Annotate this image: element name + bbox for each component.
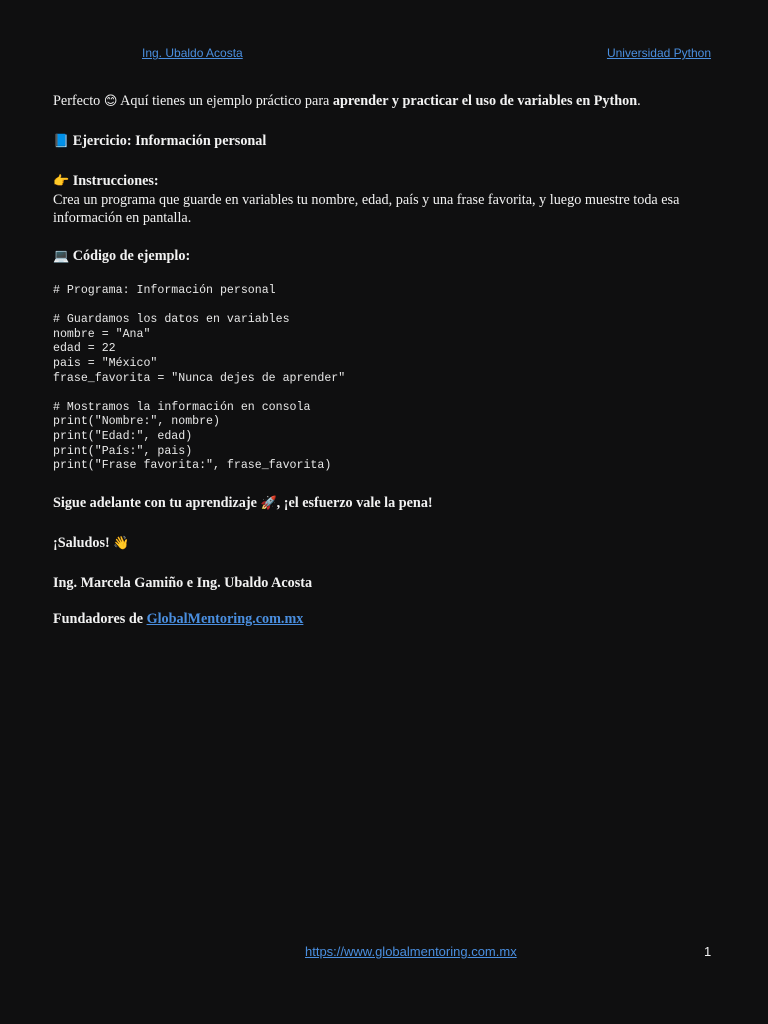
laptop-icon: 💻 [53,249,70,264]
globalmentoring-link[interactable]: GlobalMentoring.com.mx [146,610,304,627]
page-number: 1 [704,944,712,959]
exercise-heading [53,132,713,151]
rocket-icon: 🚀 [260,495,277,511]
closing-after: , ¡el esfuerzo vale la pena! [276,494,433,511]
instructions-title: Instrucciones: [72,173,159,189]
header-course-link[interactable]: Universidad Python [606,46,711,60]
greeting-line [53,534,713,553]
code-title: Código de ejemplo: [72,248,191,264]
closing-before: Sigue adelante con tu aprendizaje [53,494,261,511]
pointing-hand-icon: 👉 [53,174,70,189]
code-block: # Programa: Información personal # Guardamos los datos en variables nombre = "Ana" edad = 22 pais = "México" frase_favorita = "Nunca dejes de aprender" # Mostramos la información en consola print("Nombre:", nombre) print("Edad:", edad) print("País:", pais) print("Frase favorita:", frase_favorita) [53,284,346,473]
intro-prefix: Perfecto [53,93,104,109]
intro-suffix: . [637,93,641,109]
founders-prefix: Fundadores de [53,610,147,627]
header-author-link[interactable]: Ing. Ubaldo Acosta [142,46,243,60]
closing-line [53,494,713,513]
document-body [53,92,713,628]
exercise-title: Ejercicio: Información personal [72,133,267,149]
smile-icon: 😊 [103,94,118,109]
instructions-text: Crea un programa que guarde en variables tu nombre, edad, país y una frase favorita, y luego muestre toda esa información en pantalla. [53,192,680,226]
instructions-heading [53,172,713,191]
intro-paragraph [53,92,713,111]
code-heading [53,247,713,266]
footer-website-link[interactable]: https://www.globalmentoring.com.mx [305,944,517,959]
intro-middle: Aquí tienes un ejemplo práctico para [117,93,333,109]
intro-bold: aprender y practicar el uso de variables en Python [332,93,638,109]
book-icon: 📘 [53,134,70,149]
greeting-text: ¡Saludos! [53,534,114,551]
founders-line [53,610,713,628]
waving-hand-icon: 👋 [113,535,130,551]
authors-line: Ing. Marcela Gamiño e Ing. Ubaldo Acosta [53,574,313,591]
